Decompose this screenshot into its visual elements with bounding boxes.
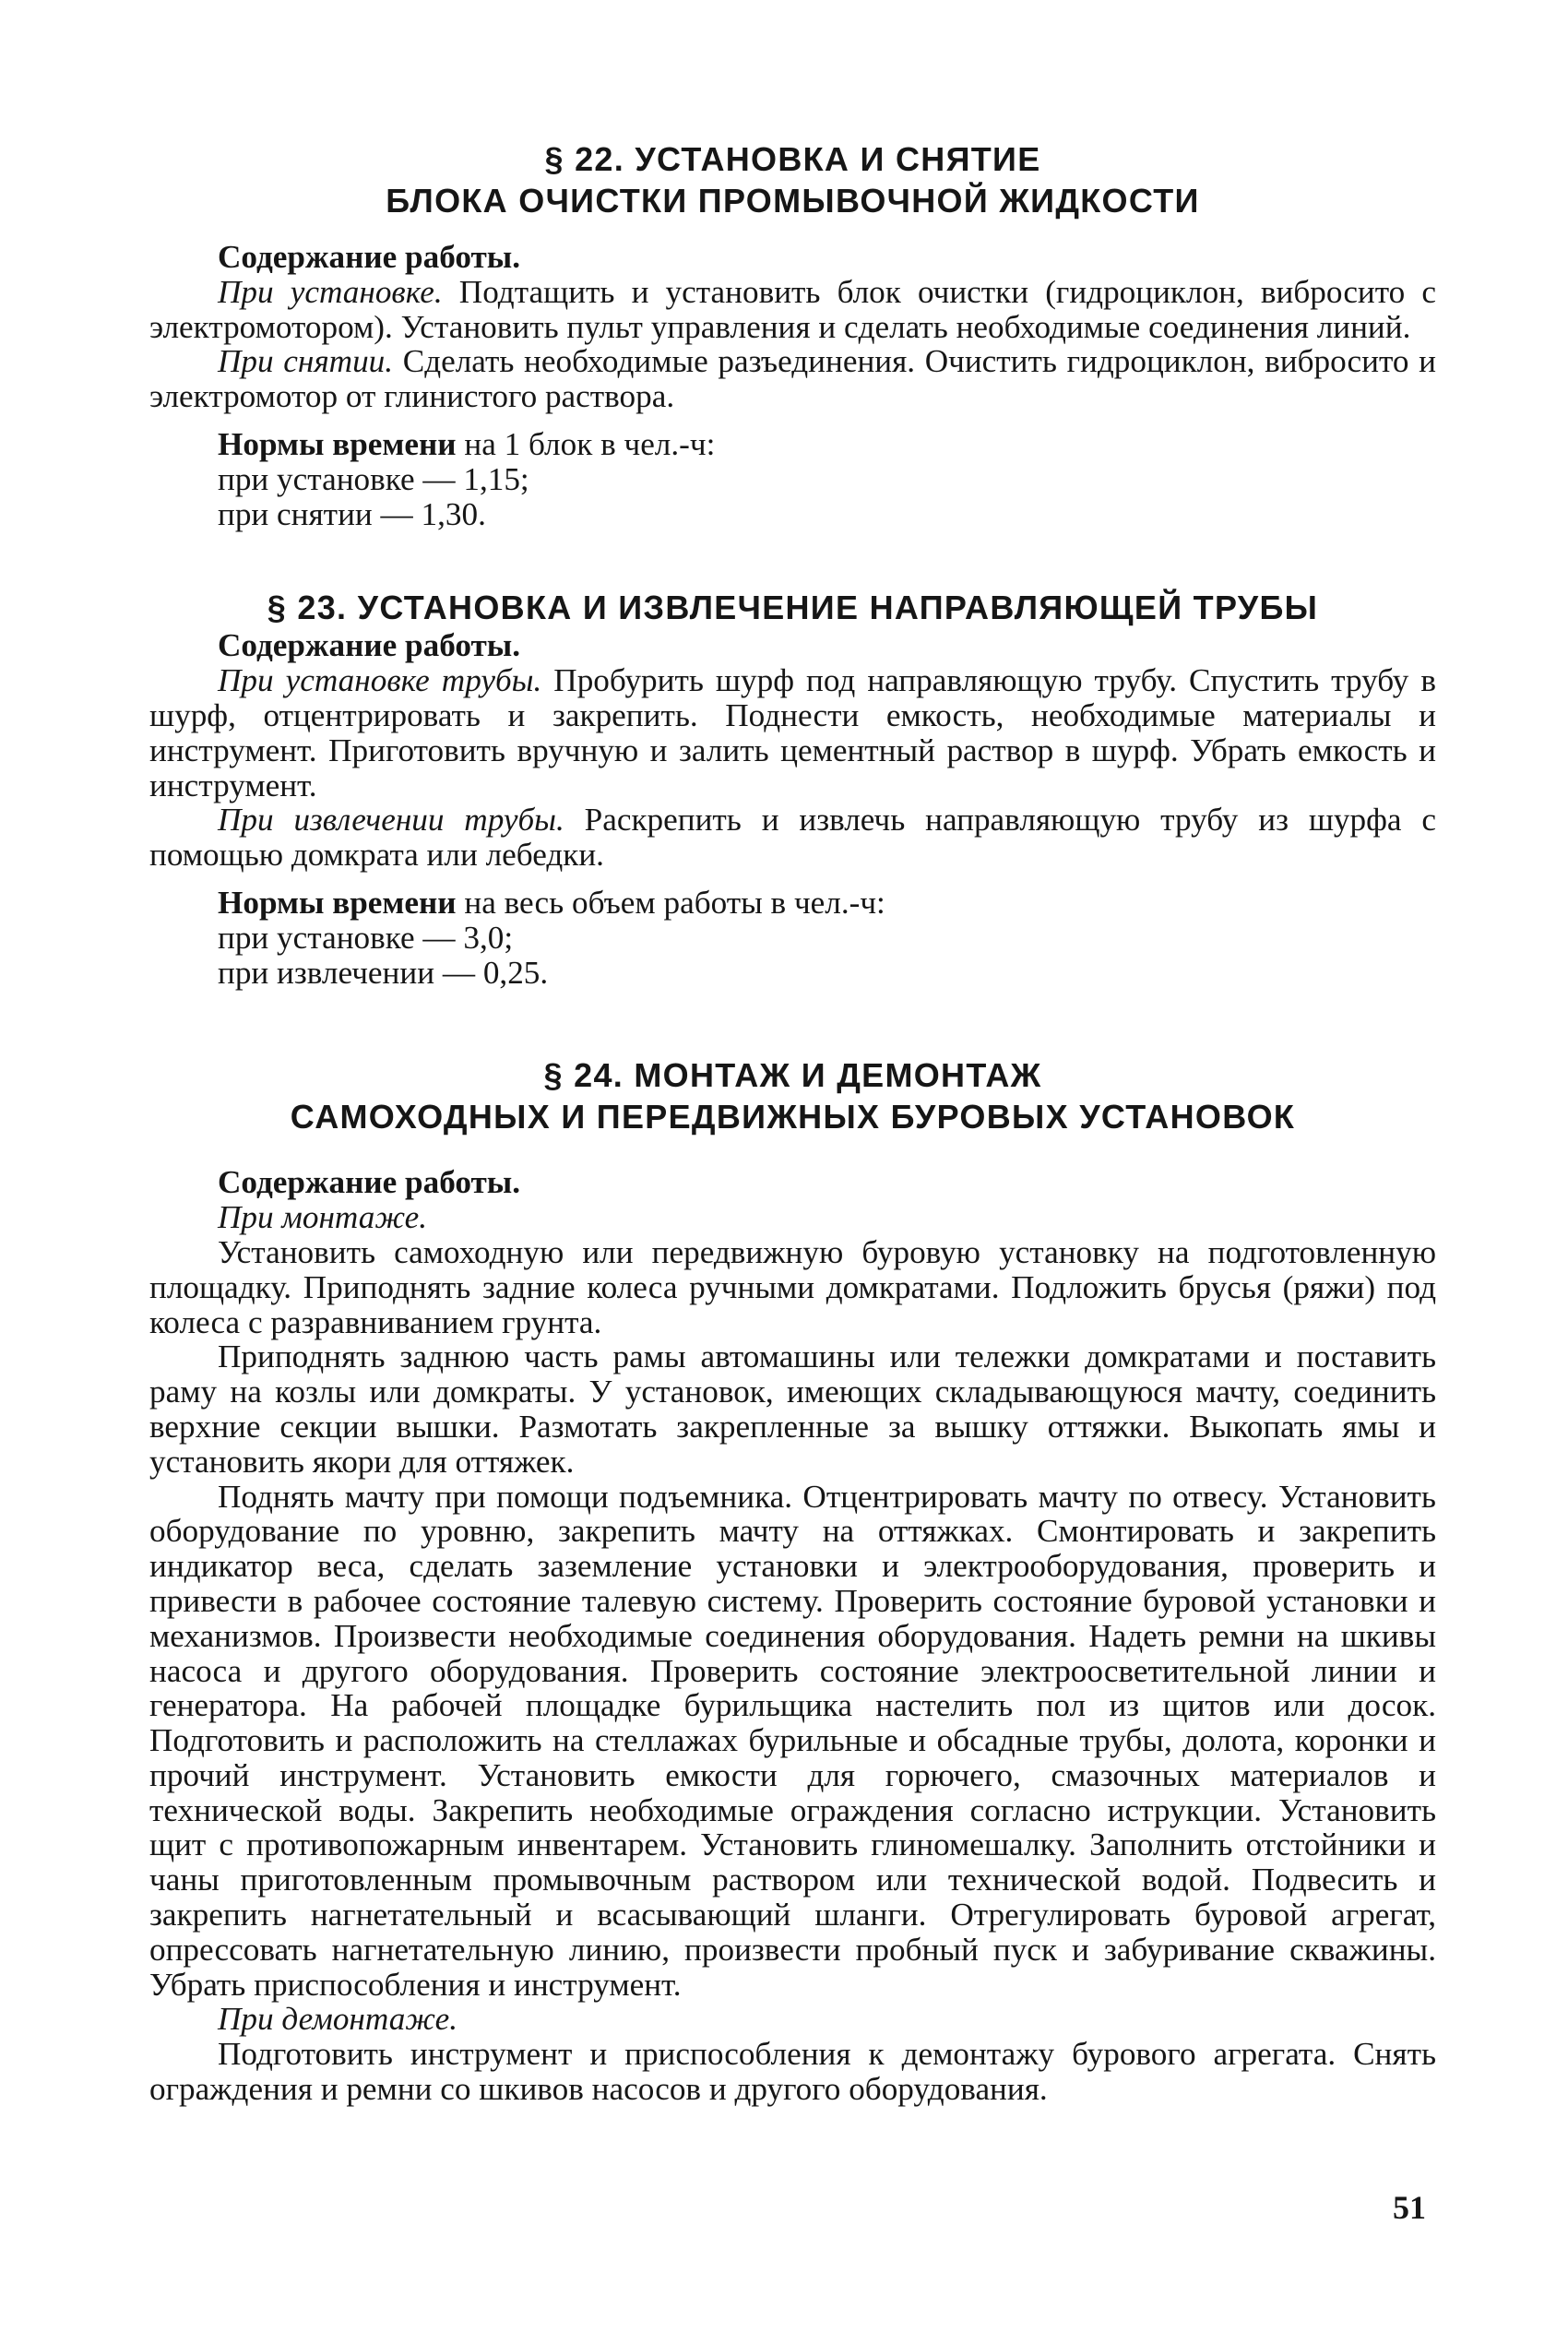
mount-heading: При монтаже. (218, 1199, 428, 1236)
document-page (149, 138, 1436, 2107)
norm-install: при установке — 3,0; (218, 919, 514, 956)
section-title: § 23. УСТАНОВКА И ИЗВЛЕЧЕНИЕ НАПРАВЛЯЮЩЕЙ ТРУБЫ (267, 589, 1319, 627)
norm-remove: при извлечении — 0,25. (218, 954, 549, 991)
section-24 (149, 1054, 1436, 2107)
content-label: Содержание работы. (218, 1164, 521, 1201)
paragraph: Поднять мачту при помощи подъемника. Отцентрировать мачту по отвесу. Установить оборудование по уровню, закрепить мачту на оттяжках. Смонтировать и закрепить индикатор веса, сделать заземление установки и электрооборудования, проверить и привести в рабочее состояние талевую систему. Проверить состояние буровой установки и механизмов. Произвести необходимые соединения оборудования. Надеть ремни на шкивы насоса и другого оборудования. Проверить состояние электроосветительной линии и генератора. На рабочей площадке бурильщика настелить пол из щитов или досок. Подготовить и расположить на стеллажах бурильные и обсадные трубы, долота, коронки и прочий инструмент. Установить емкости для горючего, смазочных материалов и технической воды. Закрепить необходимые ограждения согласно иструкции. Установить щит с противопожарным инвентарем. Установить глиномешалку. Заполнить отстойники и чаны приготовленным промывочным раствором или технической водой. Подвесить и закрепить нагнетательный и всасывающий шланги. Отрегулировать буровой агрегат, опрессовать нагнетательную линию, произвести пробный пуск и забуривание скважины. Убрать приспособления и инструмент. (149, 1478, 1436, 2003)
norms-heading: Нормы времени на весь объем работы в чел.-ч: (218, 884, 885, 921)
content-label: Содержание работы. (218, 239, 521, 275)
content-label: Содержание работы. (218, 627, 521, 664)
paragraph: Установить самоходную или передвижную буровую установку на подготовленную площадку. Приподнять задние колеса ручными домкратами. Подложить брусья (ряжи) под колеса с разравниванием грунта. (149, 1233, 1436, 1340)
paragraph: Приподнять заднюю часть рамы автомашины или тележки домкратами и поставить раму на козлы или домкраты. У установок, имеющих складывающуюся мачту, соединить верхние секции вышки. Размотать закрепленные за вышку оттяжки. Выкопать ямы и установить якори для оттяжек. (149, 1339, 1436, 1480)
dismount-heading: При демонтаже. (218, 2001, 457, 2038)
norms-heading: Нормы времени на 1 блок в чел.-ч: (218, 425, 716, 462)
section-22 (149, 138, 1436, 531)
norm-remove: при снятии — 1,30. (218, 495, 486, 532)
section-title: § 22. УСТАНОВКА И СНЯТИЕ БЛОКА ОЧИСТКИ ПРОМЫВОЧНОЙ ЖИДКОСТИ (386, 140, 1200, 220)
norm-install: при установке — 1,15; (218, 460, 529, 497)
remove-paragraph: При извлечении трубы. Раскрепить и извлечь направляющую трубу из шурфа с помощью домкрата или лебедки. (149, 802, 1436, 874)
section-23 (149, 587, 1436, 990)
remove-paragraph: При снятии. Сделать необходимые разъединения. Очистить гидроциклон, вибросито и электромотор от глинистого раствора. (149, 343, 1436, 415)
install-paragraph: При установке трубы. Пробурить шурф под направляющую трубу. Спустить трубу в шурф, отцентрировать и закрепить. Поднести емкость, необходимые материалы и инструмент. Приготовить вручную и залить цементный раствор в шурф. Убрать емкость и инструмент. (149, 662, 1436, 803)
paragraph: Подготовить инструмент и приспособления к демонтажу бурового агрегата. Снять ограждения и ремни со шкивов насосов и другого оборудования. (149, 2036, 1436, 2108)
install-paragraph: При установке. Подтащить и установить блок очистки (гидроциклон, вибросито с электромотором). Установить пульт управления и сделать необходимые соединения линий. (149, 273, 1436, 345)
section-title: § 24. МОНТАЖ И ДЕМОНТАЖ САМОХОДНЫХ И ПЕРЕДВИЖНЫХ БУРОВЫХ УСТАНОВОК (290, 1056, 1296, 1136)
page-number: 51 (1393, 2189, 1426, 2226)
